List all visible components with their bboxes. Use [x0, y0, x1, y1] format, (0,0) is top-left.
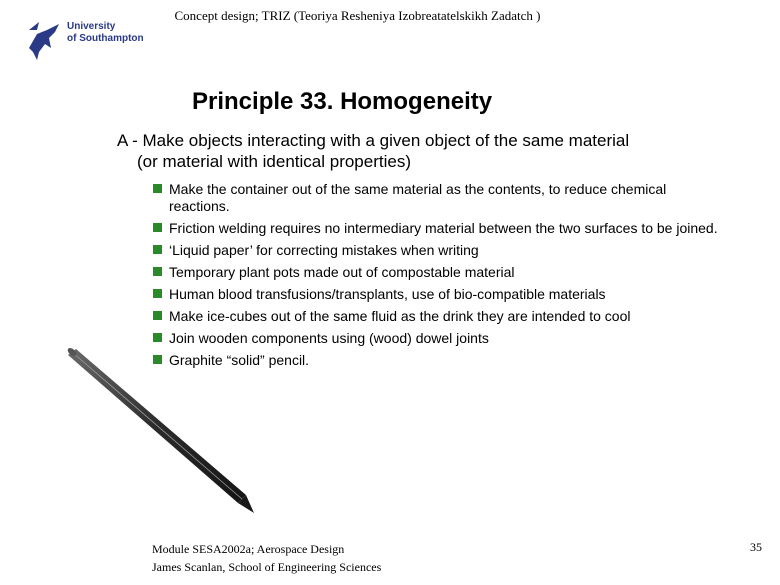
bullet-square-icon	[153, 245, 162, 254]
list-item-text: Join wooden components using (wood) dowel joints	[169, 329, 489, 346]
list-item	[152, 220, 722, 237]
running-header: Concept design; TRIZ (Teoriya Resheniya Izobreatatelskikh Zadatch )	[174, 8, 541, 23]
list-item-text: Temporary plant pots made out of compostable material	[169, 263, 515, 280]
list-item-text: Graphite “solid” pencil.	[169, 351, 310, 368]
principle-heading	[117, 130, 737, 172]
footer-credits	[152, 540, 381, 576]
slide-title: Principle 33. Homogeneity	[192, 88, 493, 115]
logo-wordmark	[67, 21, 144, 45]
list-item	[152, 286, 722, 303]
dolphin-icon	[25, 18, 65, 64]
university-logo	[25, 18, 145, 66]
list-item	[152, 181, 722, 214]
list-item	[152, 264, 722, 281]
list-item-text: Human blood transfusions/transplants, use of bio-compatible materials	[169, 285, 606, 302]
heading-line-2: (or material with identical properties)	[137, 152, 411, 171]
page-number: 35	[750, 540, 762, 554]
bullet-square-icon	[153, 289, 162, 298]
list-item	[152, 242, 722, 259]
list-item	[152, 330, 722, 347]
list-item	[152, 308, 722, 325]
list-item-text: Friction welding requires no intermediary material between the two surfaces to be joined.	[169, 219, 718, 236]
heading-line-1: A - Make objects interacting with a given object of the same material	[117, 131, 630, 150]
footer-module: Module SESA2002a; Aerospace Design	[152, 542, 345, 556]
bullet-square-icon	[153, 223, 162, 232]
bullet-square-icon	[153, 333, 162, 342]
logo-line-2: of Southampton	[67, 33, 144, 44]
footer-author: James Scanlan, School of Engineering Sciences	[152, 560, 382, 574]
list-item-text: ‘Liquid paper’ for correcting mistakes when writing	[169, 241, 479, 258]
list-item-text: Make ice-cubes out of the same fluid as the drink they are intended to cool	[169, 307, 631, 324]
bullet-square-icon	[153, 311, 162, 320]
pencil-image	[60, 345, 260, 520]
logo-line-1: University	[67, 21, 116, 32]
list-item-text: Make the container out of the same material as the contents, to reduce chemical reactions.	[169, 181, 667, 214]
bullet-square-icon	[153, 184, 162, 193]
bullet-square-icon	[153, 267, 162, 276]
